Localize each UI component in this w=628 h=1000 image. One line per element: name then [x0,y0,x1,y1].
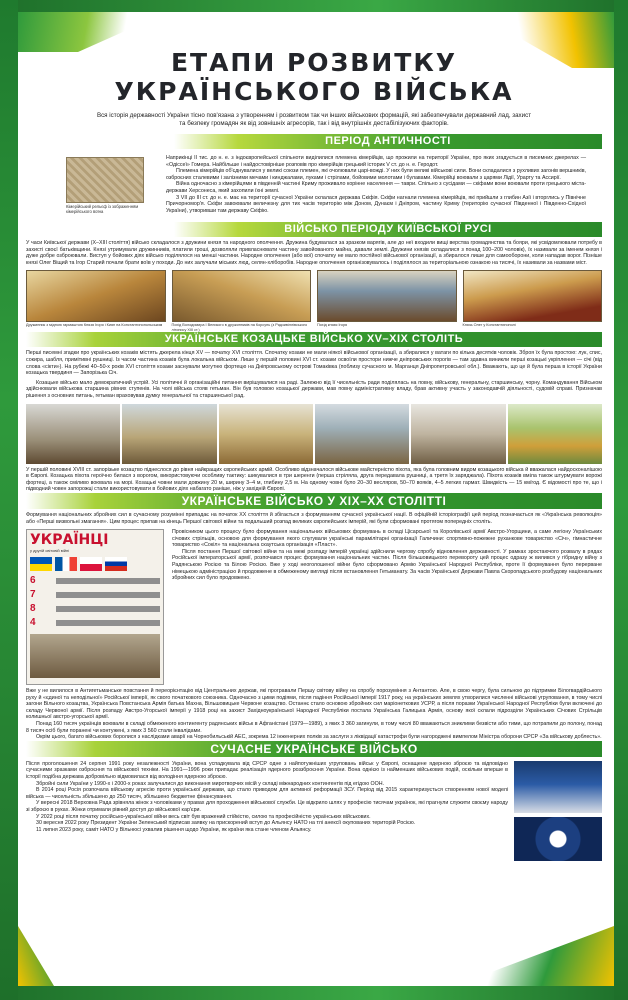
infographic-stats [30,575,160,628]
poster-content [26,14,602,986]
gallery-item [172,270,312,332]
section-kyivan-rus [26,240,602,332]
intro-text: Вся історія державності України тісно пов'язана з утворенням і розвитком так чи інших військових формацій, які забезпечували державний лад, захист та безпеку громадян як від зовнішніх агресорів, так і від внутрішніх дестабілізуючих факторів. [96,112,532,127]
stat-row [30,603,160,614]
nato-emblem-image [514,817,602,861]
stat-number: 4 [30,617,36,629]
paragraph: У вересні 2018 Верховна Рада зрівняла жінок з чоловіками у правах для проходження військової служби. Це відкрило шлях у професію тисячам українок, які прагнули служити своєму народу зі зброєю в руках. Жінки отримали рівний доступ до військової кар'єри. [26,800,508,813]
infographic-title: УКРАЇНЦІ [30,532,109,549]
paragraph: Формування національних збройних сил в сучасному розумінні припадає на початок XX століття й збігається з формуванням сучасної української нації. В офіційній історіографії цей період позначається як «Українська революція» або «Перші визвольні змагання». Цим процес припав на кінець Першої світової війни та подальший розпад великих європейських імперій, які були сформовані протягом попередніх століть. [26,511,602,525]
paragraph: У першій половині XVIII ст. запорізьке козацтво піднеслося до рівня найкращих європейських армій. Особливо відзначалося військове майстерністю піхота, яка була головним видом козацького війська й вважалася найдосконалішою в Європі. Козацька піхота героїчно билася з ворогом, використовуючи особливу тактику: шикувалися в три шеренги (перша стріляла, друга передавала рушниці, а третя їх заряджала). Піхота козаків вміла також штурмувати ворожі фортеці, а також сміливо воювала на морі. Козацькі човни мали довжину 20 м, ширину 3–4 м, глибину 2,5 м. На одному човні було 20–30 весляров, 50–70 вояків, 4–5 легких гармат. Швидкість — 15 км/год. Є відомості про те, що і підводний човен запорожці стали використовувати в бойових діях набагато раніше, ніж у західній Європі. [26,466,602,493]
frame-right [614,0,628,1000]
infographic-subtitle: у другій світовій війні [30,548,70,554]
frame-bottom [0,986,628,1000]
gallery-item [317,270,457,332]
infographic-photo [30,634,160,678]
gallery-image [317,270,457,322]
kyivan-rus-gallery [26,270,602,332]
paragraph: 11 липня 2023 року, саміт НАТО у Вільнюсі ухвалив рішення щодо України, як країни яка стане членом Альянсу. [36,826,312,833]
gallery-image [463,270,603,322]
frame-left [0,0,18,1000]
stat-row [30,617,160,628]
flag-russia [105,557,127,571]
flag-ukraine [30,557,52,571]
cimmerian-relief-image [66,157,144,203]
cossack-image [26,404,120,464]
section-heading-19-20-century: УКРАЇНСЬКЕ ВІЙСЬКО У XIX–XX СТОЛІТТІ [26,493,602,509]
stat-number: 7 [30,589,36,601]
gallery-caption: Князь Олег у Константинополі [462,323,516,328]
cossack-map-image [508,404,602,464]
cossack-image [219,404,313,464]
paragraph: Війна одночасно з кімерійцями в південній частині Криму проживало корінне населення — таври. Спільно з сусідами — скіфами вони воювали проти грецького міста-держави Херсонеса, який захопили їхні землі. [166,181,586,194]
paragraph: Після проголошення 24 серпня 1991 року незалежності України, вона успадкувала від СРСР одне з найпотужніших угруповань військ у Європі, оснащене ядерною зброєю та відповідно сучасними зразками озброєння та військової техніки. На 1991—1996 роки припадає реалізація ядерного роззброєння України. Вона однією із найменших військових подій, оскільки вперше в історії подібна держава добровільно відмовилася від володіння ядерною зброєю. [26,760,508,781]
paragraph: Збройні сили України у 1990-х і 2000-х роках залучалися до виконання миротворчих місій у складі міжнародних контингентів під егідою ООН. [36,780,385,787]
modern-army-images [514,761,602,861]
stat-bar [56,592,160,598]
ukrainians-ww2-infographic [26,529,164,685]
frame-top [0,0,628,12]
military-jets-image [514,761,602,813]
stat-bar [56,620,160,626]
19-20-century-text [172,529,602,685]
flag-france [55,557,77,571]
section-heading-kyivan-rus: ВІЙСЬКО ПЕРІОДУ КИЇВСЬКОЇ РУСІ [174,222,602,237]
title-line-2: УКРАЇНСЬКОГО ВІЙСЬКА [114,77,514,106]
stat-row [30,589,160,600]
gallery-item [463,270,603,332]
section-heading-cossack: УКРАЇНСЬКЕ КОЗАЦЬКЕ ВІЙСЬКО XV–XIX СТОЛІТЬ [26,332,602,347]
paragraph: Вже у не вилилося в Антигетьманське повстання й переорієнтацію від Центральних держав, які програвали Першу світову війну на спробу порозуміння з Антантою. Але, в свою чергу, була сильною до підтримки Білогвардійського руху й «єдиної та неподільної» Російської імперії, як свого початкового союзника. Одночасно з цими подіями, після падіння Російської імперії 1917 року, на українських землях утворилися численні військові угруповання, в тому числі загони Вільного козацтва, Українська Повстанська Армія батька Махна, Вільшовицьке Червоне козацтво. Останнє стало основою збройних сил маріонеткових УСРР, а після поразки Української Народної Республіки були включені до складу Червоної армії. Після розпаду Австро-Угорської імперії у 1918 році на захист Західноукраїнської Народної Республіки постала Українська Галицька Армія, основу якої склали підрозділи Українських Січових Стрільців колишньої австро-угорської армії. [26,688,602,721]
gallery-caption: Похід князя Ігоря [317,323,348,328]
cossack-image [411,404,505,464]
stat-row [30,575,160,586]
section-heading-antiquity: ПЕРІОД АНТИЧНОСТІ [174,134,602,149]
gallery-caption: Дружинник з мідною гармаштою Князя Ігоря і Киян на Константинопольським [26,323,163,328]
antiquity-text [166,155,586,219]
title-line-1: ЕТАПИ РОЗВИТКУ [170,48,458,77]
paragraph: Наприкінці ІІ тис. до н. е. з індоєвропейської спільноти виділилися племена кімерійців, що прожили на території України, про яких згадується в писемних джерелах — «Одіссеї» Гомера. Найбільше і найдостовірніше розповів про кімерійців грецький історик V ст. до н. е. Геродот. [166,155,586,168]
stat-bar [56,606,160,612]
section-modern-army [26,761,602,861]
page-title [26,48,602,106]
paragraph: 30 вересня 2022 року Президент України Зеленський підписав заявку на прискорений вступ до Альянсу НАТО на тлі анексії окупованих територій Росією. [36,820,416,827]
section-19-20-century [26,529,602,685]
cimmerian-relief-caption: Кімерійський рельєф із зображенням кімерійського воїна [66,204,139,214]
paragraph: Понад 160 тисяч українців воювали в складі обмеженого контингенту радянських військ в Афганістані (1979—1989), з яких 3 360 загинули, в тому числі 80 вважаються зниклими безвісти або тими, що потрапили до полону, понад 8 тисяч осіб були поранені чи контужені, з яких 3 560 стали інвалідами. [26,721,602,734]
paragraph: Перші писемні згадки про українських козаків містять джерела кінця XV — початку XVI століття. Спочатку козаки не мали ніякої військової організації, а збиралися у ватаги по кілька десятків чоловік. Зброя їх була простою: лук, спис, сокира, шабля, примітивні рушниці. Із часом частина козаків була локальна військом. Лише у першій половині XVI ст. козаки освоїли простори нижче дніпровських порогів — там здавна виникли перші козацькі укріплення — січі (від слова «сікти»). На рубежі 40–50-х років XVI століття козаки заснували могутню фортецю на Дніпровському острові Томаківка (поблизу сучасного м. Марганця Дніпропетровської обл.). Вважають, що це й була перша в історії України козацька твердиня — Запорізька Січ. [26,350,602,377]
gallery-image [26,270,166,322]
cossack-image [315,404,409,464]
paragraph: Козацьке військо мало демократичний устрій. Усі політичні й організаційні питання вирішувалися на раді. Залежно від її чисельність ради поділялась на повну, військову, генеральну, старшинську, чорну. Командування Військом здійснювали військова старшина рівних ступенів. На чолі війська стояв гетьман. Він був головою козацької держави, мав повну адміністративну владу, брав активну участь у законодавчій діяльності, судовій справі. Призначав рішення з основних питань, гетьман враховував думку генеральної та старшинської рад. [26,379,602,399]
paragraph: Окрім цього, багато військових боролися з наслідками аварії на Чорнобильській АЕС, зокрема 12 інженерних полків за заслуги з ліквідації катастрофи були нагороджені вимпелом Міністра оборони СРСР «За військову доблесть». [36,734,602,741]
paragraph: Провісником цього процесу було формування національних військових формувань в складі Цісарської та Королівської армії Австро-Угорщини, а саме легіону Українських січових стрільців, основою для формування якого слугували українські парамілітарні організації Галичини: спортивно-пожежне руханкове товариство «Січ», гімнастичне товариство «Сокіл» та національна скаутська організація «Пласт». [172,529,602,549]
cossack-image-strip [26,404,602,464]
modern-army-text [26,761,508,861]
infographic-flags [30,557,160,571]
section-antiquity [26,155,602,219]
paragraph: З VII до ІІІ ст. до н. е. має на території сучасної України склалася держава Скіфія. Скіфи нагнали племена кімерійців, які прийшли з глибин Азії і вторглись у Північне Причорномор'я. Скіфи завоювали величезну для тих часів територію між Доном, Дунаєм і Дніпром, частину Криму (територію сучасної Південної і Південно-Східної України), утворивши там державу Скіфію. [166,194,586,214]
paragraph: Племена кімерійців об'єднувалися у великі союзи племен, які очолювали царі-вожді. У них були великі військові сили. Вони складалися з рухливих загонів вершників, озброєних сталевими і залізними мечами і кинджалами, луками і стрілами, бойовими молотами і булавами. Кімерійці воювали з царями Лідії, Урарту та Ассирії. [166,168,586,181]
cossack-image [122,404,216,464]
stat-number: 6 [30,575,36,587]
paragraph: У часи Київської держави (X–XIII століття) військо складалося з дружини князя та народного ополчення. Дружина будувалася за зразком варягів, але до неї входили вищі верства громадянства та бояри, які усвідомлювали потребу в захисті своєї батьківщини. Князі утримували дружинників, платили гроші, дозволяли привласнювати частину завойованого майна, давали землі. Дружини князів складалися з понад 100–200 чоловік), їх називали за іменем князя і дуже добре озброювали. Виступ у бойових діях військо поділялося на менші частини. Народне ополчення (або вої) спочатку не мало постійної військової організації, а збиралося лише для самооборони, коли нападав ворог. Пізніше князі Олег Віщий та Ігор Старий почали брати воїв у походи. До них залучали міських люд, селян-хліборобів. Народне ополчення організовувалось і поділялося за територіальною ознакою на тисячі, їх називали за назвами міст. [26,240,602,266]
section-cossack [26,350,602,493]
stat-number: 8 [30,603,36,615]
gallery-caption: Похід Володимира І Великого в дружинників на Корсунь (з Радзивіллівського літопису XIII ст.) [171,323,308,332]
paragraph: В 2014 році Росія розпочала військову агресію проти української держави, що стало приводом для активної реформації ЗСУ. Період від 2015 характеризується створенням нової моделі війська — чисельність збільшено до 250 тисяч, збільшено бюджетне фінансування. [26,787,508,800]
gallery-item [26,270,166,332]
flag-poland [80,557,102,571]
paragraph: У 2022 році після початку російсько-української війни весь світ був вражений стійкістю, силою та професійністю українських військових. [36,813,371,820]
section-heading-modern-army: СУЧАСНЕ УКРАЇНСЬКЕ ВІЙСЬКО [26,741,602,757]
stat-bar [56,578,160,584]
cimmerian-relief-figure [66,157,144,214]
paragraph: Після постання Першої світової війни та на межі розпаду імперій українці здійснили чергову спробу відновлення державності. У рамках зростаючого розвалу в рядах Російської імператорської армії, розпочався процес формування національних частин. Після більшовицького перевороту цей процес одразу ж вилився у гібридну війну з Радянською Росією та Білою Росією. Вже у ході неоголошеної війни було сформовано Армію Української Народної Республіки, проте її формування було перерване німецькою адміністрацією й продовжене в обмеженому вигляді після встановлення Гетьманату. За часів Української Держави Павла Скоропадського розбудову національних збройних сил було продовжено. [172,548,602,582]
gallery-image [172,270,312,322]
